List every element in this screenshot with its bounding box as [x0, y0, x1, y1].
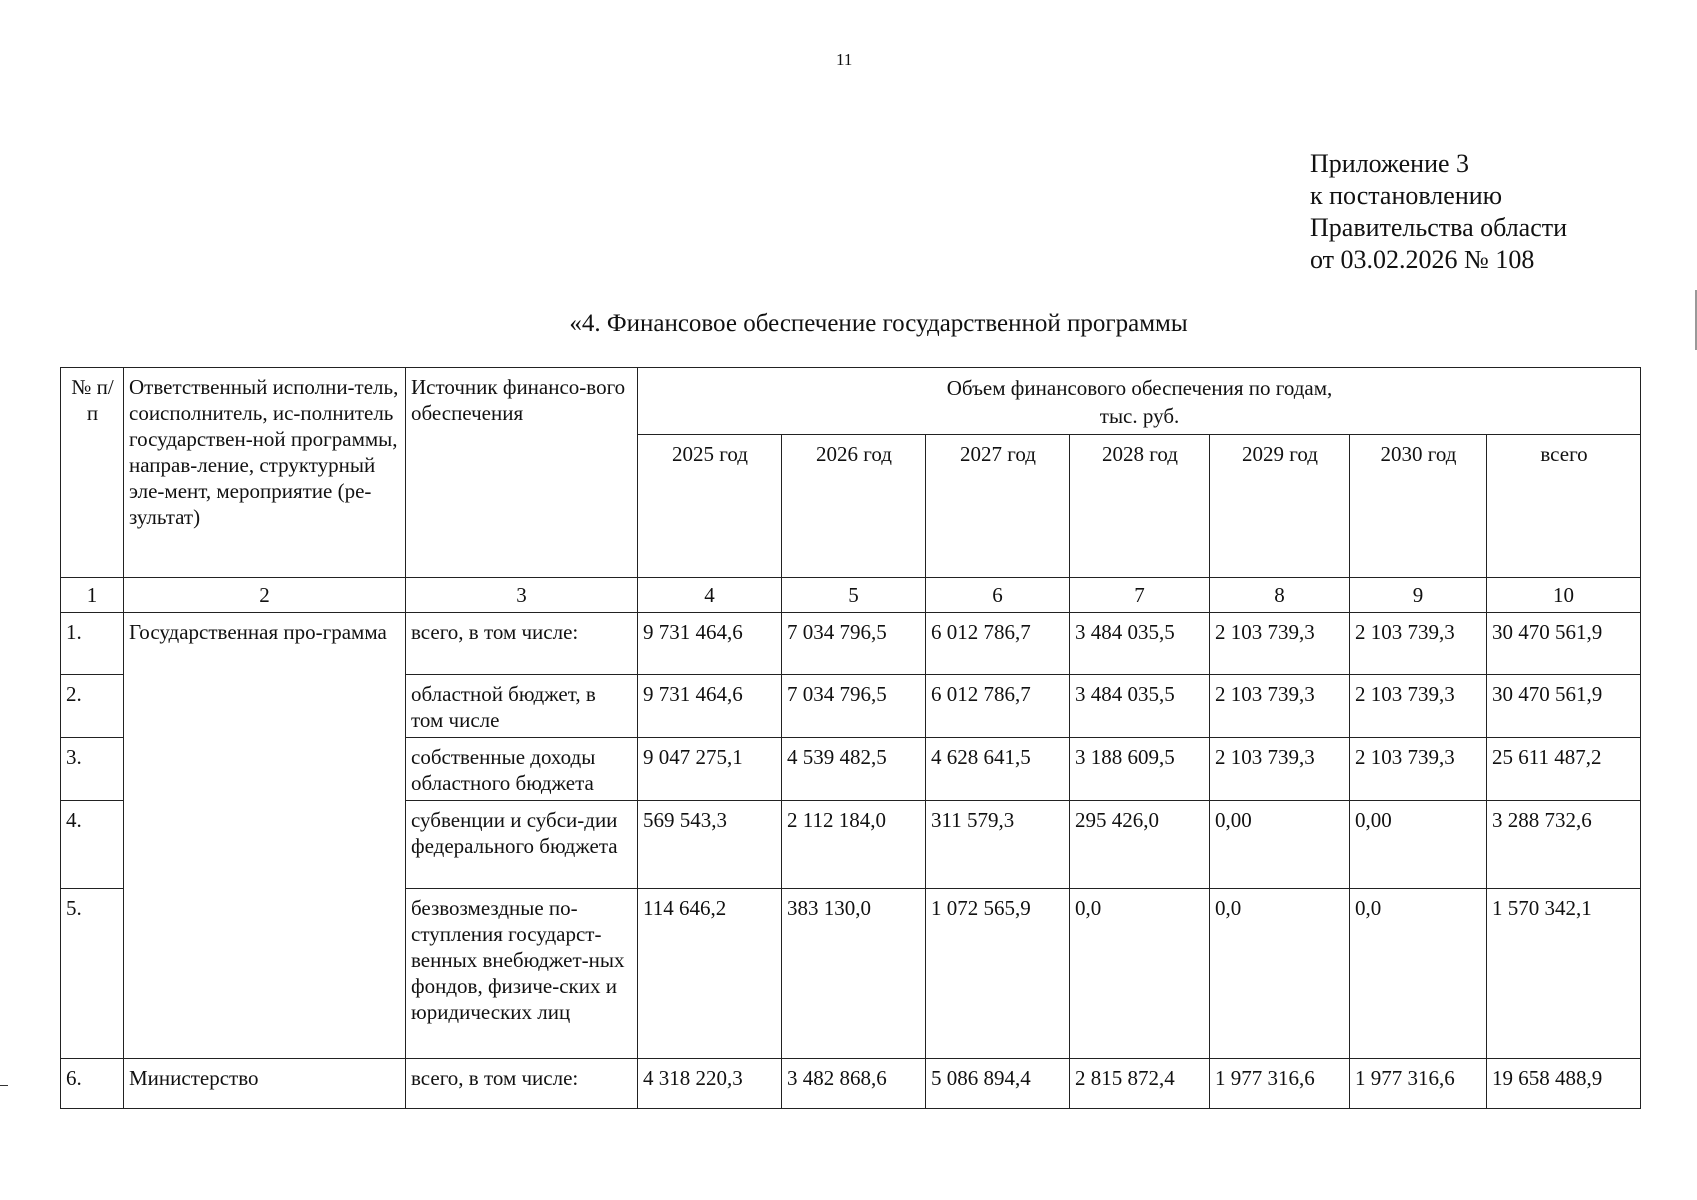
appendix-line: Приложение 3 — [1310, 149, 1470, 178]
row-value: 295 426,0 — [1070, 801, 1210, 889]
column-number: 1 — [61, 578, 124, 613]
header-total: всего — [1487, 435, 1641, 578]
row-source: собственные доходы областного бюджета — [406, 738, 638, 801]
row-value: 7 034 796,5 — [782, 675, 926, 738]
header-year: 2029 год — [1210, 435, 1350, 578]
row-value: 1 977 316,6 — [1210, 1059, 1350, 1109]
row-num: 3. — [61, 738, 124, 801]
header-year: 2028 год — [1070, 435, 1210, 578]
row-value: 0,00 — [1350, 801, 1487, 889]
row-value: 9 731 464,6 — [638, 613, 782, 675]
row-value: 3 288 732,6 — [1487, 801, 1641, 889]
header-volume — [638, 368, 1641, 435]
header-volume-line2: тыс. руб. — [1099, 404, 1180, 428]
row-value: 2 103 739,3 — [1210, 738, 1350, 801]
document-title: «4. Финансовое обеспечение государственной программы — [569, 310, 1188, 337]
column-number: 10 — [1487, 578, 1641, 613]
row-value: 9 047 275,1 — [638, 738, 782, 801]
row-num: 6. — [61, 1059, 124, 1109]
scan-mark — [0, 1085, 8, 1086]
row-value: 2 815 872,4 — [1070, 1059, 1210, 1109]
table-row — [61, 613, 1641, 675]
row-value: 3 188 609,5 — [1070, 738, 1210, 801]
page-number: 11 — [836, 50, 853, 69]
row-value: 25 611 487,2 — [1487, 738, 1641, 801]
column-number-row — [61, 578, 1641, 613]
appendix-line: Правительства области — [1310, 213, 1568, 242]
row-value: 311 579,3 — [926, 801, 1070, 889]
row-source: областной бюджет, в том числе — [406, 675, 638, 738]
appendix-block — [1310, 148, 1567, 276]
row-value: 1 977 316,6 — [1350, 1059, 1487, 1109]
row-value: 1 570 342,1 — [1487, 889, 1641, 1059]
column-number: 9 — [1350, 578, 1487, 613]
row-source: субвенции и субси-дии федерального бюджета — [406, 801, 638, 889]
program-label: Государственная про-грамма — [124, 613, 406, 1059]
row-value: 9 731 464,6 — [638, 675, 782, 738]
column-number: 5 — [782, 578, 926, 613]
row-value: 1 072 565,9 — [926, 889, 1070, 1059]
row-value: 30 470 561,9 — [1487, 613, 1641, 675]
row-source: всего, в том числе: — [406, 613, 638, 675]
row-value: 4 539 482,5 — [782, 738, 926, 801]
financing-table — [60, 367, 1641, 1109]
header-year: 2030 год — [1350, 435, 1487, 578]
column-number: 3 — [406, 578, 638, 613]
row-value: 6 012 786,7 — [926, 613, 1070, 675]
row-num: 1. — [61, 613, 124, 675]
row-value: 0,0 — [1070, 889, 1210, 1059]
header-source: Источник финансо-вого обеспечения — [406, 368, 638, 578]
row-value: 30 470 561,9 — [1487, 675, 1641, 738]
row-value: 7 034 796,5 — [782, 613, 926, 675]
row-value: 3 482 868,6 — [782, 1059, 926, 1109]
row-value: 383 130,0 — [782, 889, 926, 1059]
row-value: 4 318 220,3 — [638, 1059, 782, 1109]
row-value: 3 484 035,5 — [1070, 613, 1210, 675]
row-value: 2 112 184,0 — [782, 801, 926, 889]
header-num: № п/п — [61, 368, 124, 578]
header-year: 2026 год — [782, 435, 926, 578]
row-value: 0,00 — [1210, 801, 1350, 889]
row-value: 6 012 786,7 — [926, 675, 1070, 738]
column-number: 4 — [638, 578, 782, 613]
row-value: 4 628 641,5 — [926, 738, 1070, 801]
row-value: 569 543,3 — [638, 801, 782, 889]
header-executor: Ответственный исполни-тель, соисполнитель, ис-полнитель государствен-ной программы, направ-ление, структурный эле-мент, мероприятие (ре-зультат) — [124, 368, 406, 578]
row-value: 2 103 739,3 — [1210, 613, 1350, 675]
header-year: 2027 год — [926, 435, 1070, 578]
appendix-line: к постановлению — [1310, 181, 1503, 210]
row-num: 2. — [61, 675, 124, 738]
row-source: всего, в том числе: — [406, 1059, 638, 1109]
row-value: 2 103 739,3 — [1350, 675, 1487, 738]
appendix-line: от 03.02.2026 № 108 — [1310, 245, 1535, 274]
row-num: 5. — [61, 889, 124, 1059]
column-number: 8 — [1210, 578, 1350, 613]
table-row — [61, 1059, 1641, 1109]
row-value: 0,0 — [1210, 889, 1350, 1059]
row-value: 2 103 739,3 — [1350, 613, 1487, 675]
column-number: 2 — [124, 578, 406, 613]
row-value: 3 484 035,5 — [1070, 675, 1210, 738]
ministry-label: Министерство — [124, 1059, 406, 1109]
row-source: безвозмездные по-ступления государст-венных внебюджет-ных фондов, физиче-ских и юридических лиц — [406, 889, 638, 1059]
row-value: 2 103 739,3 — [1350, 738, 1487, 801]
row-value: 19 658 488,9 — [1487, 1059, 1641, 1109]
header-volume-line1: Объем финансового обеспечения по годам, — [946, 376, 1333, 400]
row-value: 5 086 894,4 — [926, 1059, 1070, 1109]
row-num: 4. — [61, 801, 124, 889]
row-value: 0,0 — [1350, 889, 1487, 1059]
column-number: 7 — [1070, 578, 1210, 613]
row-value: 114 646,2 — [638, 889, 782, 1059]
header-year: 2025 год — [638, 435, 782, 578]
row-value: 2 103 739,3 — [1210, 675, 1350, 738]
column-number: 6 — [926, 578, 1070, 613]
